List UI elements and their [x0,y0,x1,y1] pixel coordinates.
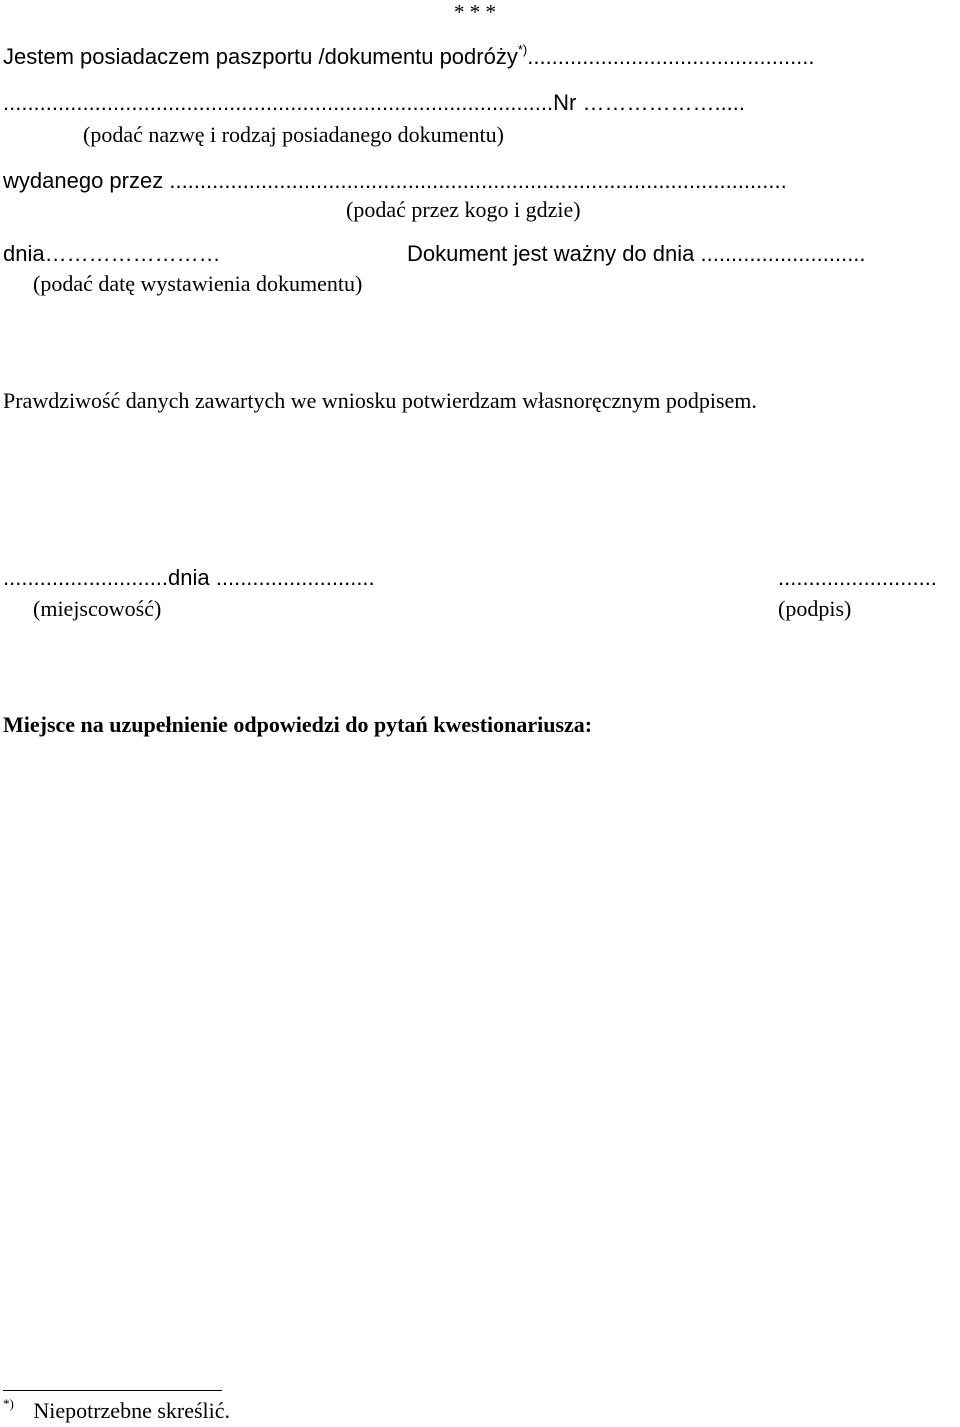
issue-date-field[interactable]: …………………… [44,241,221,266]
issuer-field[interactable]: ..................................................................................................... [169,168,787,193]
passport-statement: Jestem posiadaczem paszportu /dokumentu podróży [3,44,518,69]
footnote-ref: *) [517,42,528,57]
validity-label: Dokument jest ważny do dnia [407,241,695,266]
footnote-marker: *) [3,1396,14,1411]
footnote-text: Niepotrzebne skreślić. [33,1398,231,1423]
validity-line [407,243,866,265]
declaration-text: Prawdziwość danych zawartych we wniosku potwierdzam własnoręcznym podpisem. [3,388,757,413]
place-label: (miejscowość) [33,596,162,621]
issuer-label: wydanego przez [3,168,164,193]
answers-title: Miejsce na uzupełnienie odpowiedzi do pytań kwestionariusza: [3,712,593,737]
passport-line [3,42,815,69]
footnote [3,1396,231,1423]
footnote-separator [3,1390,222,1391]
validity-date-field[interactable]: ........................... [700,241,866,266]
section-stars: * * * [454,0,496,24]
date-hint: (podać datę wystawienia dokumentu) [33,271,363,296]
document-hint: (podać nazwę i rodzaj posiadanego dokumentu) [83,122,504,147]
number-label: Nr [553,90,577,115]
place-date-field[interactable]: ...........................dnia .......................... [3,565,375,590]
document-name-field-continued[interactable]: .......................................................................................... [3,90,554,115]
issue-date-line [3,243,221,265]
document-number-field[interactable]: ………………..... [582,90,746,115]
document-name-field[interactable]: ............................................... [527,44,815,69]
issuer-line [3,170,787,192]
date-label: dnia [3,241,45,266]
issuer-hint: (podać przez kogo i gdzie) [346,197,581,222]
signature-label: (podpis) [778,596,852,621]
document-number-line [3,92,745,114]
signature-field[interactable]: .......................... [778,565,937,590]
